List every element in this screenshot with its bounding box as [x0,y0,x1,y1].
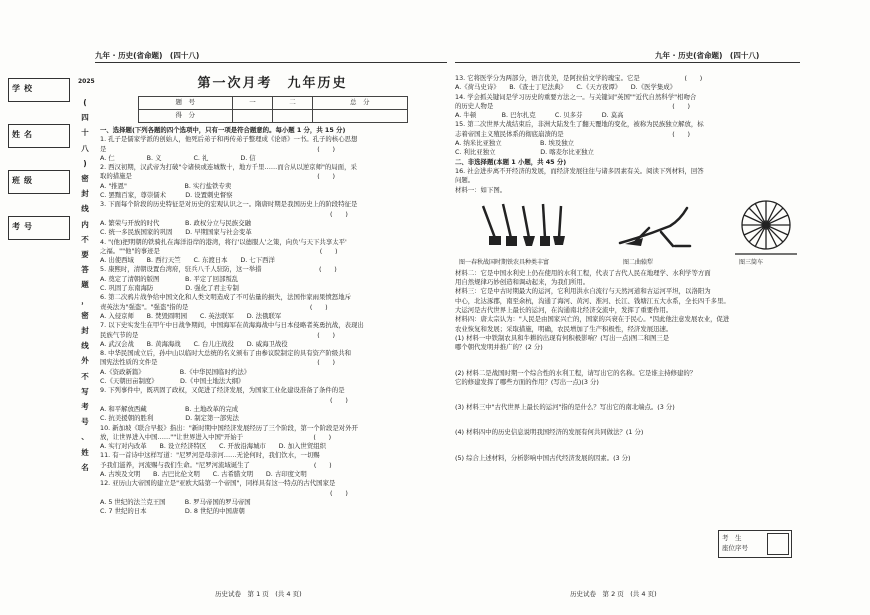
score-header-row [138,97,407,110]
question-line: 是 ( ) [100,144,336,153]
question-line: 3. 下面每个阶段的历史特征是对历史的宏观认识之一。隋唐时期是我国历史上的阶段特征是 [100,200,358,209]
question-line: (3) 材料三中"古代世界上最长的运河"指的是什么？写出它的南北端点。(3 分) [455,403,675,412]
name-field[interactable]: 姓名 [8,124,70,148]
question-line: 二、非选择题(本题 1 小题，共 45 分) [455,157,567,166]
question-line: 15. 第二次世界大战结束后，非洲大陆发生了翻天覆地的变化，被称为民族独立解放，标 [455,120,704,129]
score-table [138,96,408,123]
question-line: A. 武汉会战 B. 黄海海战 C. 台儿庄战役 D. 威海卫战役 [100,339,288,348]
question-line: 材料二：它是中国水利史上仍在使用的水利工程，代表了古代人民在地理学、水利学等方面 [455,268,711,277]
year-code: 2025 [78,78,95,85]
question-line: 民族气节的是 ( ) [100,330,336,339]
exam-number-field[interactable]: 考号 [8,216,70,240]
question-line: A. 奠定了清朝的版图 B. 平定了回部叛乱 [100,274,239,283]
question-line: 它的修建发挥了哪些方面的作用？(写出一点)(3 分) [455,377,599,386]
question-line: 13. 它将医学分为两部分，语言优美，是阿拉伯文学的瑰宝。它是 ( ) [455,74,703,82]
question-line: (1) 材料一中铁制农具和牛耕的出现有何积极影响？(写出一点)图二和图三是 [455,333,670,342]
question-line: 农业恢复和发展；采取措施，明确，农民增加了生产积极性，经济发展迅速。 [455,324,673,333]
question-line: 16. 社会进步离不开经济的发展，而经济发展往往与诸多因素有关。阅读下列材料，回答 [455,166,704,175]
question-line: C. 罢黜百家，尊崇儒术 D. 设置刺史督察 [100,191,233,200]
question-line: A.《荷马史诗》 B.《查士丁尼法典》 C.《天方夜谭》 D.《医学集成》 [455,83,677,92]
seal-line-text: ( 四 十 八 ) 密 封 线 内 不 要 答 题 ， 密 封 线 外 不 写 考 号 、 姓 名 [81,98,89,472]
question-line: 12. 亚历山大帝国的建立是"亚欧大陆第一个帝国"，同样具有这一特点的古代国家是 [100,479,336,488]
question-line: 7. 以下史实发生在甲午中日战争期间，中国海军在黄海海战中与日本侵略者英勇抗战，表现出 [100,321,364,330]
question-line: 9. 下列事件中，既巩固了政权，又促进了经济发展，为国家工业化建设准备了条件的是 [100,386,345,395]
material-figures [455,198,800,266]
question-line: 11. 有一首诗中这样写道："尼罗河是母亲河……无论何时，我们饮水，一切赐 [100,451,320,460]
right-column [455,74,800,479]
question-line: 材料三：它是中古时期最大的运河，它利用洪水自流行与天然河道和古运河平坦，以洛阳为 [455,287,711,296]
question-line: A. 古埃及文明 B. 古巴比伦文明 C. 古希腊文明 D. 古印度文明 [100,469,307,478]
question-line: (5) 综合上述材料，分析影响中国古代经济发展的因素。(3 分) [455,453,631,462]
score-cell: 总 分 [312,97,407,110]
question-line: 10. 新加坡《联合早报》指出："新时期中国经济发展经历了三个阶段，第一个阶段是对外开 [100,423,358,432]
question-line: 国宪法性质的文件是 ( ) [100,358,336,367]
question-line: 放，让世界进入中国……""让世界进入中国"开始于 ( ) [100,432,332,441]
question-line: A. 5 世纪的法兰克王国 B. 罗马帝国的罗马帝国 [100,497,251,506]
question-line: 予我们滋养，河流赐与我们生命。"尼罗河流域诞生了 ( ) [100,460,332,469]
figure-caption-1: 图一春秋战国时期铁农具种类丰富 [459,258,550,266]
question-line: 6. 第二次鸦片战争给中国文化和人类文明造成了不可估量的损失，法国作家雨果愤怒地斥 [100,293,351,302]
question-line: A. 牛顿 B. 巴尔扎克 C. 贝多芬 D. 莫高 [455,111,624,120]
score-cell: 得 分 [138,110,233,123]
question-line: C. 利比亚独立 D. 喀麦尔比亚独立 [455,148,594,157]
score-value-row [138,110,407,123]
question-line: 材料四：唐太宗认为："人民是由国家兴亡的，国家的兴衰在于民心。"因此他注意发展农业，促进 [455,315,730,324]
question-line: A. 繁荣与开放的时代 B. 政权分立与民族交融 [100,218,251,227]
right-questions [455,74,800,195]
footer-right: 历史试卷 第 2 页 (共 4 页) [570,590,657,598]
score-cell[interactable] [233,110,273,123]
question-line: ( ) [100,488,348,497]
score-cell[interactable] [272,110,312,123]
curved-plough-figure [615,198,695,253]
question-line: 1. 孔子是儒家学派的创始人，他死后弟子和再传弟子整理成《论语》一书。孔子的核心思想 [100,135,358,144]
score-cell: 二 [272,97,312,110]
question-line: 哪个朝代发明并推广的？(2 分) [455,343,543,352]
question-line: (2) 材料二是战国时期一个综合性的水利工程，请写出它的名称。它是谁主持修建的？ [455,368,697,377]
seat-number-box[interactable] [718,530,792,558]
seat-label-1: 考 生 [722,534,742,542]
left-questions [100,126,445,516]
header-rule-left [95,62,447,63]
question-line: 之福。""他"的事迹是 ( ) [100,246,338,255]
iron-tools-figure [473,198,583,253]
question-line: C. 抗美援朝的胜利 D. 制定第一部宪法 [100,414,239,423]
water-wheel-figure [735,198,797,256]
figure-caption-2: 图二曲辕犁 [623,258,654,266]
seal-line-notice [78,95,92,475]
header-right: 九年 · 历史(省命题) (四十八) [655,51,760,60]
question-line: A. 和平解放西藏 B. 土地改革的完成 [100,404,239,413]
student-info-sidebar [8,78,78,246]
question-line: (4) 材料四中的历史信息说明我国经济的发展有何共同做法？(1 分) [455,428,644,437]
school-field[interactable]: 学校 [8,78,70,102]
score-cell: 一 [233,97,273,110]
class-field[interactable]: 班级 [8,170,70,194]
question-line: A. 实行对内改革 B. 设立经济特区 C. 开放沿海城市 D. 加入世贸组织 [100,442,326,451]
question-line: 4. "(他)把明朝的铁骑扎在海洋沿岸的港湾，将行'以德服人'之策，向负'与天下共享太平' [100,237,347,246]
question-line: A. 纳米比亚独立 B. 埃及独立 [455,139,575,148]
question-line: 的历史人物是 ( ) [455,101,691,110]
score-cell: 题 号 [138,97,233,110]
score-cell[interactable] [312,110,407,123]
question-line: C. 统一多民族国家的巩固 D. 早期国家与社会变革 [100,228,252,237]
left-column [100,74,445,516]
seat-label-2: 座位序号 [722,544,748,552]
question-line: 大运河是古代世界上最长的运河，在沟通南北经济交流中，发挥了重要作用。 [455,306,673,315]
question-line: 用自然规律巧妙创造和调动起来，为我们所用。 [455,278,590,287]
question-line: 2. 西汉初期，汉武帝为打破"令诸侯或连城数十，地方千里……而合从以逆京师"的局面，采 [100,163,357,172]
footer-left: 历史试卷 第 1 页 (共 4 页) [215,590,302,598]
right-materials [455,269,800,463]
question-line: 取的措施是 ( ) [100,172,336,181]
question-line: C. 巩固了东南海防 D. 强化了君主专制 [100,284,239,293]
question-line: 责英法为"强盗"。"强盗"指的是 ( ) [100,302,328,311]
question-line: A. 仁 B. 义 C. 礼 D. 信 [100,153,256,162]
question-line: A.《资政新篇》 B.《中华民国临时约法》 [100,367,251,376]
question-line: 14. 学会抓关键词是学习历史的重要方法之一。与关键词"英国""近代自然科学"相吻合 [455,92,697,101]
question-line: ( ) [100,209,348,218]
question-line: A. 入侵京师 B. 焚毁圆明园 C. 英法联军 D. 法俄联军 [100,311,282,320]
header-left: 九年 · 历史(省命题) (四十八) [95,51,200,60]
exam-title: 第一次月考 九年历史 [197,76,348,91]
question-line: 中心，北达涿郡，南至余杭，沟通了海河、黄河、淮河、长江、钱塘江五大水系，全长四千多里。 [455,296,730,305]
seat-number-input[interactable] [767,533,789,555]
question-line: 一、选择题(下列各题的四个选项中，只有一项是符合题意的。每小题 1 分，共 15 分) [100,126,346,134]
question-line: ( ) [100,395,348,404]
question-line: 志着帝国主义殖民体系的彻底崩溃的是 ( ) [455,129,691,138]
question-line: 问题。 [455,176,475,185]
question-line: 5. 康熙时，清朝设置台湾府，驻兵八千人驻防，这一举措 ( ) [100,265,337,274]
question-line: 材料一：如下图。 [455,185,507,194]
question-line: 8. 中华民国成立后，孙中山以临时大总统的名义颁布了由参议院制定的具有资产阶级共和 [100,349,351,358]
question-line: A. "推恩" B. 实行盐铁专卖 [100,181,232,190]
question-line: A. 出使西域 B. 西行天竺 C. 东渡日本 D. 七下西洋 [100,256,275,265]
question-line: C. 7 世纪的日本 D. 8 世纪的中国唐朝 [100,507,245,516]
figure-caption-3: 图三筒车 [739,258,764,266]
header-rule-right [455,62,800,63]
question-line: C.《天朝田亩制度》 D.《中国土地法大纲》 [100,377,245,386]
